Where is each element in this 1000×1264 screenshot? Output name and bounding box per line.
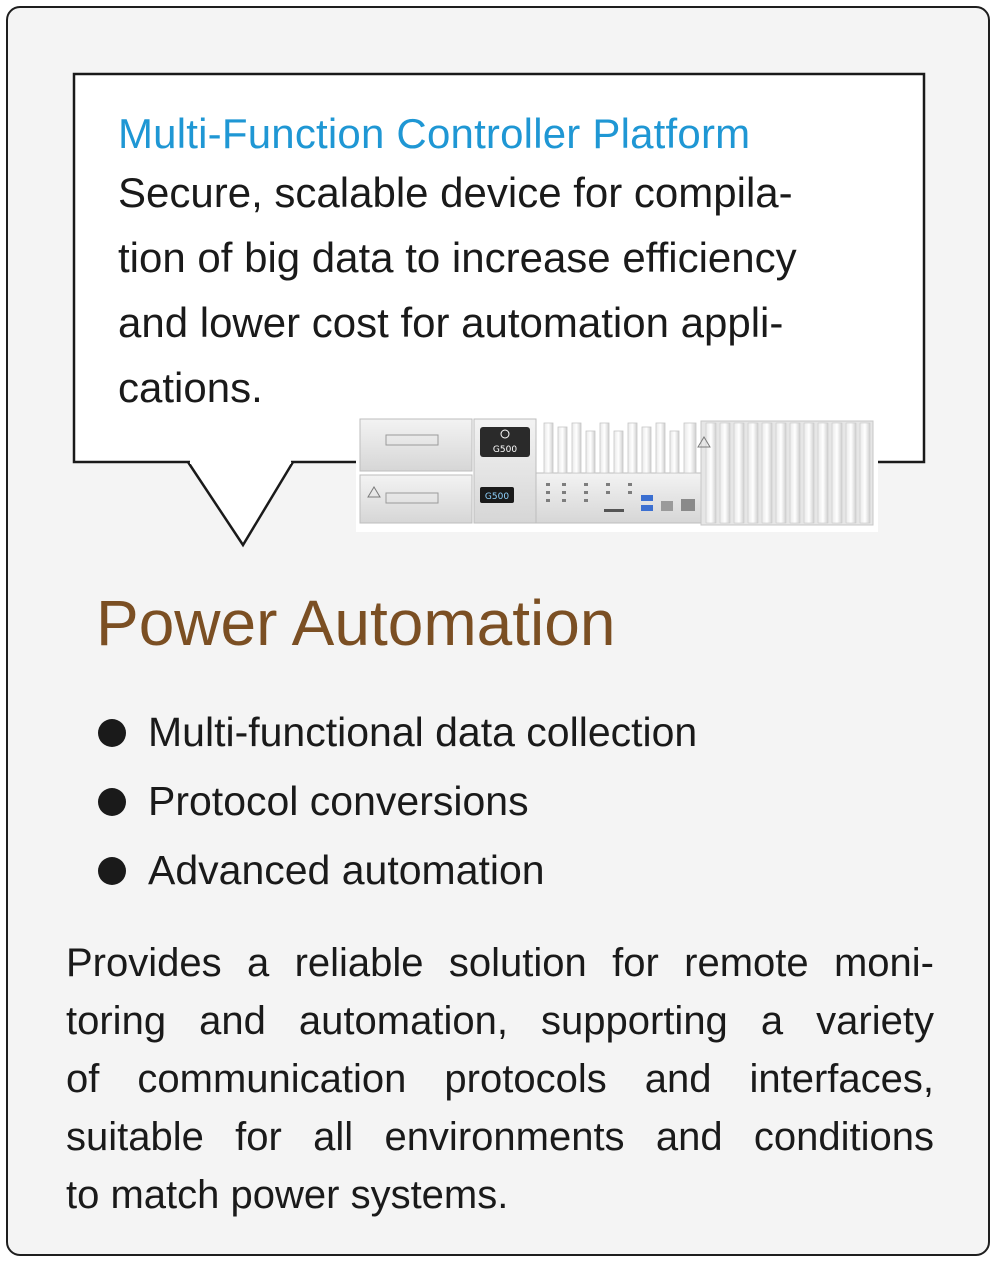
- platform-description-line: cations.: [118, 364, 263, 411]
- feature-list: [98, 698, 697, 905]
- platform-title: Multi-Function Controller Platform: [118, 110, 751, 157]
- feature-label: Advanced automation: [148, 847, 545, 893]
- summary-line: of communication protocols and interfaces,: [66, 1057, 934, 1101]
- platform-description: [118, 160, 908, 420]
- controller-device-image: [356, 417, 878, 532]
- bullet-icon: [98, 719, 126, 747]
- bubble-content: [118, 108, 908, 420]
- feature-label: Multi-functional data collection: [148, 709, 698, 755]
- list-item: [98, 698, 697, 767]
- platform-description-line: tion of big data to increase efficiency: [118, 234, 797, 281]
- summary-line: toring and automation, supporting a variety: [66, 999, 934, 1043]
- section-heading: Power Automation: [96, 587, 616, 659]
- list-item: [98, 836, 697, 905]
- summary-line: to match power systems.: [66, 1173, 509, 1217]
- feature-label: Protocol conversions: [148, 778, 529, 824]
- bullet-icon: [98, 788, 126, 816]
- platform-description-line: and lower cost for automation appli-: [118, 299, 784, 346]
- list-item: [98, 767, 697, 836]
- module-label: G500: [484, 492, 510, 502]
- summary-paragraph: [66, 934, 934, 1224]
- module-label: G500: [492, 445, 518, 455]
- bullet-icon: [98, 857, 126, 885]
- summary-line: suitable for all environments and conditions: [66, 1115, 934, 1159]
- platform-description-line: Secure, scalable device for compila-: [118, 169, 793, 216]
- summary-line: Provides a reliable solution for remote moni-: [66, 941, 934, 985]
